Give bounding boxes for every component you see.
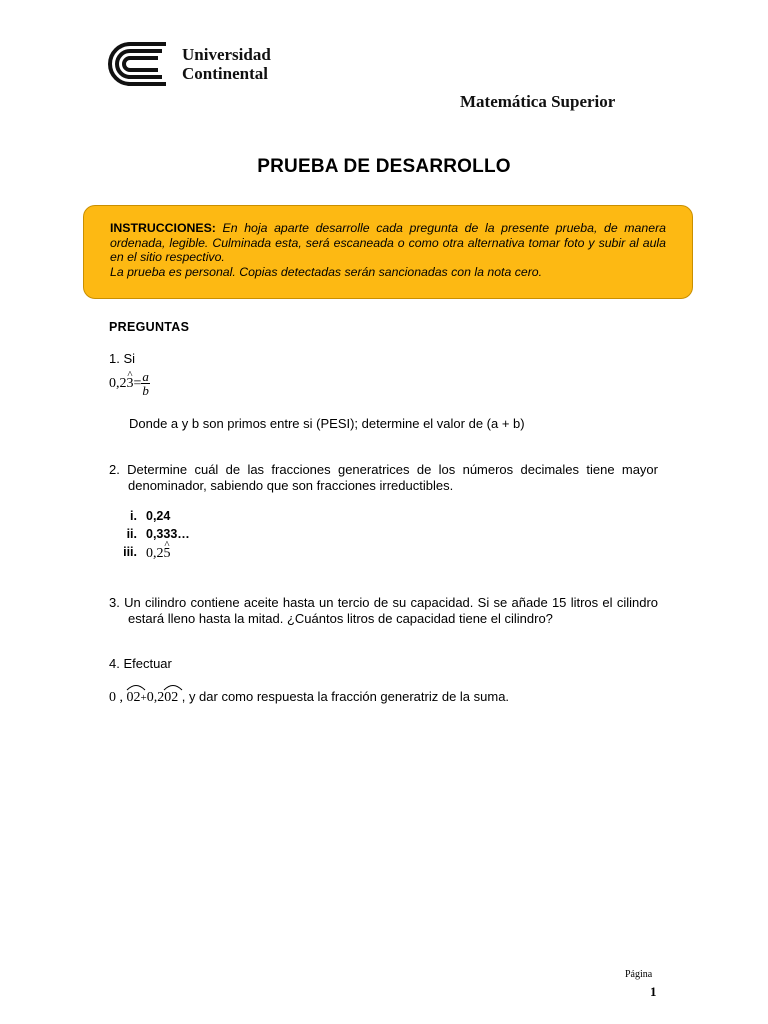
question-4-expression-line [109, 689, 509, 706]
q2-option-3-value [146, 546, 171, 562]
q1-fraction-denominator: b [142, 383, 149, 399]
page-title: PRUEBA DE DESARROLLO [257, 156, 511, 177]
q4-expression [109, 690, 182, 705]
question-1-text: Donde a y b son primos entre si (PESI); determine el valor de (a + b) [129, 416, 525, 431]
q4-expr-plus: + [140, 692, 147, 704]
q1-expr-repeat: ^ 3 [127, 369, 134, 399]
page-label: Página [625, 969, 653, 980]
q4-expr-a-prefix: 0 , [109, 690, 123, 705]
q1-fraction [141, 370, 150, 397]
q4-expr-b-repeat: 02 [164, 690, 179, 705]
question-1-intro: 1. Si [109, 351, 136, 366]
instructions-box [83, 205, 693, 299]
q4-arc-b-icon [163, 683, 183, 691]
q4-expr-a-repeat: 02 [126, 690, 141, 705]
instructions-note-text: La prueba es personal. Copias detectadas serán sancionadas con la nota cero. [110, 264, 543, 279]
university-name [182, 45, 271, 83]
q1-expr-left: 0,2 [109, 376, 127, 391]
q4-expr-b-prefix: 0,2 [146, 690, 165, 705]
question-4-text: , y dar como respuesta la fracción generatriz de la suma. [181, 689, 510, 704]
instructions-text: En hoja aparte desarrolle cada pregunta de la presente prueba, de manera ordenada, legible. Culminada esta, será escaneada o como otra alternativa tomar foto y subir al aula en el sitio respectivo. [110, 221, 666, 265]
q2-option-2-number: ii. [126, 527, 137, 541]
question-3-text: 3. Un cilindro contiene aceite hasta un tercio de su capacidad. Si se añade 15 litros el cilindro estará lleno hasta la mitad. ¿Cuántos litros de capacidad tiene el cilindro? [109, 595, 658, 626]
q1-fraction-numerator: a [142, 369, 149, 385]
question-2-text [109, 462, 658, 494]
university-name-line2: Continental [182, 64, 268, 83]
instructions-note [110, 265, 666, 280]
q4-arc-a-icon [126, 683, 146, 691]
q1-expr-equals: = [133, 376, 142, 391]
q4-expr-b-repeat-group [164, 690, 178, 706]
q2-option-1-number: i. [130, 509, 137, 523]
q2-option-2-value: 0,333… [146, 527, 190, 541]
university-name-line1: Universidad [182, 45, 271, 64]
section-title: PREGUNTAS [109, 320, 190, 334]
university-logo [108, 42, 298, 88]
instructions-paragraph [110, 221, 666, 265]
q2-option-3-number: iii. [123, 545, 137, 559]
q2-option-1-value: 0,24 [146, 509, 171, 523]
instructions-label: INSTRUCCIONES: [110, 221, 216, 235]
q2-option-3-repeat: ^ 5 [164, 546, 171, 562]
q2-option-3-prefix: 0,2 [146, 546, 164, 561]
q4-expr-a-repeat-group [127, 690, 141, 706]
university-logo-icon [108, 42, 170, 86]
question-2-paragraph: 2. Determine cuál de las fracciones generatrices de los números decimales tiene mayor denominador, sabiendo que son fracciones irreductibles. [109, 462, 658, 493]
question-1-expression [109, 369, 150, 399]
question-4-intro: 4. Efectuar [109, 656, 172, 671]
course-subject: Matemática Superior [460, 92, 616, 111]
page-number: 1 [650, 984, 657, 999]
